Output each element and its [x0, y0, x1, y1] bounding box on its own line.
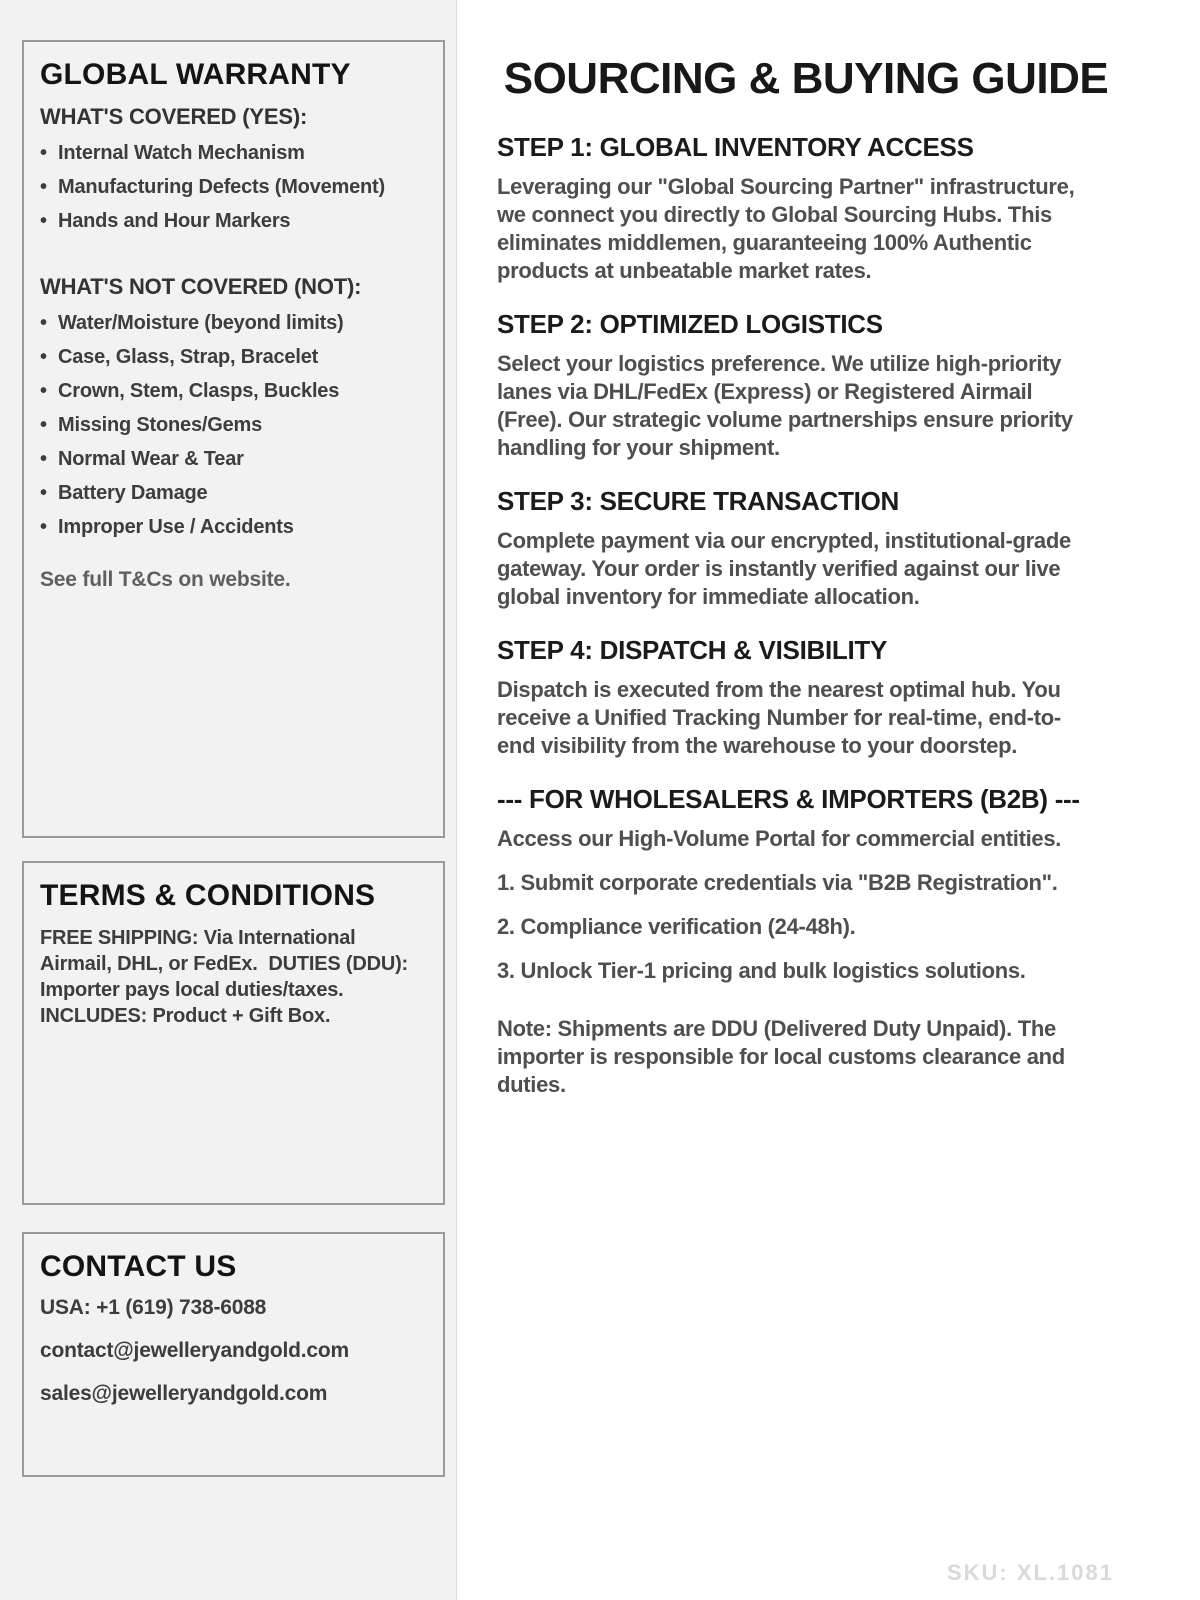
terms-title: TERMS & CONDITIONS: [40, 879, 376, 912]
b2b-item: 2. Compliance verification (24-48h).: [497, 914, 856, 939]
list-item: • Crown, Stem, Clasps, Buckles: [40, 374, 427, 408]
page-title: SOURCING & BUYING GUIDE: [503, 54, 1109, 103]
step-section-3: [497, 486, 1115, 611]
step-section-4: [497, 635, 1115, 760]
step-body: Complete payment via our encrypted, institutional-grade gateway. Your order is instantly verified against our live global inventory for immediate allocation.: [497, 528, 1071, 609]
b2b-intro: Access our High-Volume Portal for commercial entities.: [497, 826, 1062, 851]
warranty-title: GLOBAL WARRANTY: [40, 58, 351, 91]
list-item: • Hands and Hour Markers: [40, 204, 427, 238]
contact-box: [22, 1232, 445, 1477]
list-item: • Internal Watch Mechanism: [40, 136, 427, 170]
not-covered-heading: WHAT'S NOT COVERED (NOT):: [40, 274, 362, 299]
covered-heading: WHAT'S COVERED (YES):: [40, 104, 308, 129]
warranty-box: [22, 40, 445, 838]
contact-title: CONTACT US: [40, 1250, 237, 1283]
step-heading: STEP 4: DISPATCH & VISIBILITY: [497, 635, 888, 665]
step-heading: STEP 3: SECURE TRANSACTION: [497, 486, 899, 516]
list-item: • Manufacturing Defects (Movement): [40, 170, 427, 204]
terms-body: FREE SHIPPING: Via International Airmail, DHL, or FedEx. DUTIES (DDU): Importer pays local duties/taxes. INCLUDES: Product + Gift Box.: [40, 927, 414, 1027]
list-item: • Battery Damage: [40, 476, 427, 510]
step-body: Leveraging our "Global Sourcing Partner" infrastructure, we connect you directly to Global Sourcing Hubs. This eliminates middlemen, guaranteeing 100% Authentic products at unbeatable market rates.: [497, 174, 1075, 283]
b2b-section: [497, 784, 1115, 1099]
list-item: • Water/Moisture (beyond limits): [40, 306, 427, 340]
step-heading: STEP 2: OPTIMIZED LOGISTICS: [497, 309, 883, 339]
step-body: Dispatch is executed from the nearest optimal hub. You receive a Unified Tracking Number for real-time, end-to-end visibility from the warehouse to your doorstep.: [497, 677, 1061, 758]
step-section-1: [497, 132, 1115, 285]
b2b-heading: --- FOR WHOLESALERS & IMPORTERS (B2B) ---: [497, 784, 1080, 814]
list-item: • Missing Stones/Gems: [40, 408, 427, 442]
contact-phone: USA: +1 (619) 738-6088: [40, 1296, 267, 1319]
step-heading: STEP 1: GLOBAL INVENTORY ACCESS: [497, 132, 974, 162]
sidebar: [0, 0, 457, 1600]
b2b-item: 3. Unlock Tier-1 pricing and bulk logistics solutions.: [497, 958, 1026, 983]
step-section-2: [497, 309, 1115, 462]
contact-email-primary: contact@jewelleryandgold.com: [40, 1339, 349, 1362]
not-covered-list: [40, 306, 427, 544]
step-body: Select your logistics preference. We utilize high-priority lanes via DHL/FedEx (Express) or Registered Airmail (Free). Our strategic volume partnerships ensure priority handling for your shipment.: [497, 351, 1073, 460]
list-item: • Improper Use / Accidents: [40, 510, 427, 544]
list-item: • Normal Wear & Tear: [40, 442, 427, 476]
b2b-item: 1. Submit corporate credentials via "B2B Registration".: [497, 870, 1058, 895]
sku-label: SKU: XL.1081: [946, 1560, 1114, 1585]
covered-list: [40, 136, 427, 238]
main-content: [457, 0, 1200, 1600]
terms-box: [22, 861, 445, 1205]
contact-email-sales: sales@jewelleryandgold.com: [40, 1382, 328, 1405]
list-item: • Case, Glass, Strap, Bracelet: [40, 340, 427, 374]
warranty-footnote: See full T&Cs on website.: [40, 568, 291, 591]
b2b-note: Note: Shipments are DDU (Delivered Duty Unpaid). The importer is responsible for local customs clearance and duties.: [497, 1016, 1065, 1097]
